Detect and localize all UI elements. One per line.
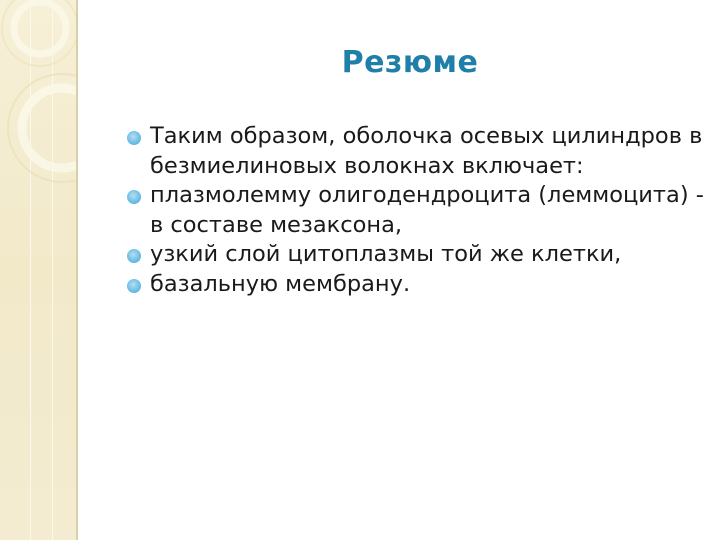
bullet-text: узкий слой цитоплазмы той же клетки, xyxy=(150,241,622,267)
concentric-circles-decoration-icon xyxy=(0,0,78,240)
bullet-text: базальную мембрану. xyxy=(150,270,411,297)
side-decor-panel xyxy=(0,0,78,540)
bullet-item xyxy=(127,181,707,240)
circle-bullet-icon xyxy=(127,249,141,263)
bullet-item xyxy=(127,240,707,270)
bullet-text: Таким образом, оболочка осевых цилиндров в безмиелиновых волокнах включает: xyxy=(150,123,703,179)
bullet-item xyxy=(127,122,707,181)
panel-edge xyxy=(76,0,78,540)
bullet-item xyxy=(127,270,707,300)
circle-bullet-icon xyxy=(127,131,141,145)
bullet-list xyxy=(127,122,707,299)
circle-bullet-icon xyxy=(127,279,141,293)
circle-bullet-icon xyxy=(127,190,141,204)
bullet-text: плазмолемму олигодендроцита (леммоцита) - в составе мезаксона, xyxy=(150,182,704,238)
slide-title: Резюме xyxy=(341,45,479,80)
